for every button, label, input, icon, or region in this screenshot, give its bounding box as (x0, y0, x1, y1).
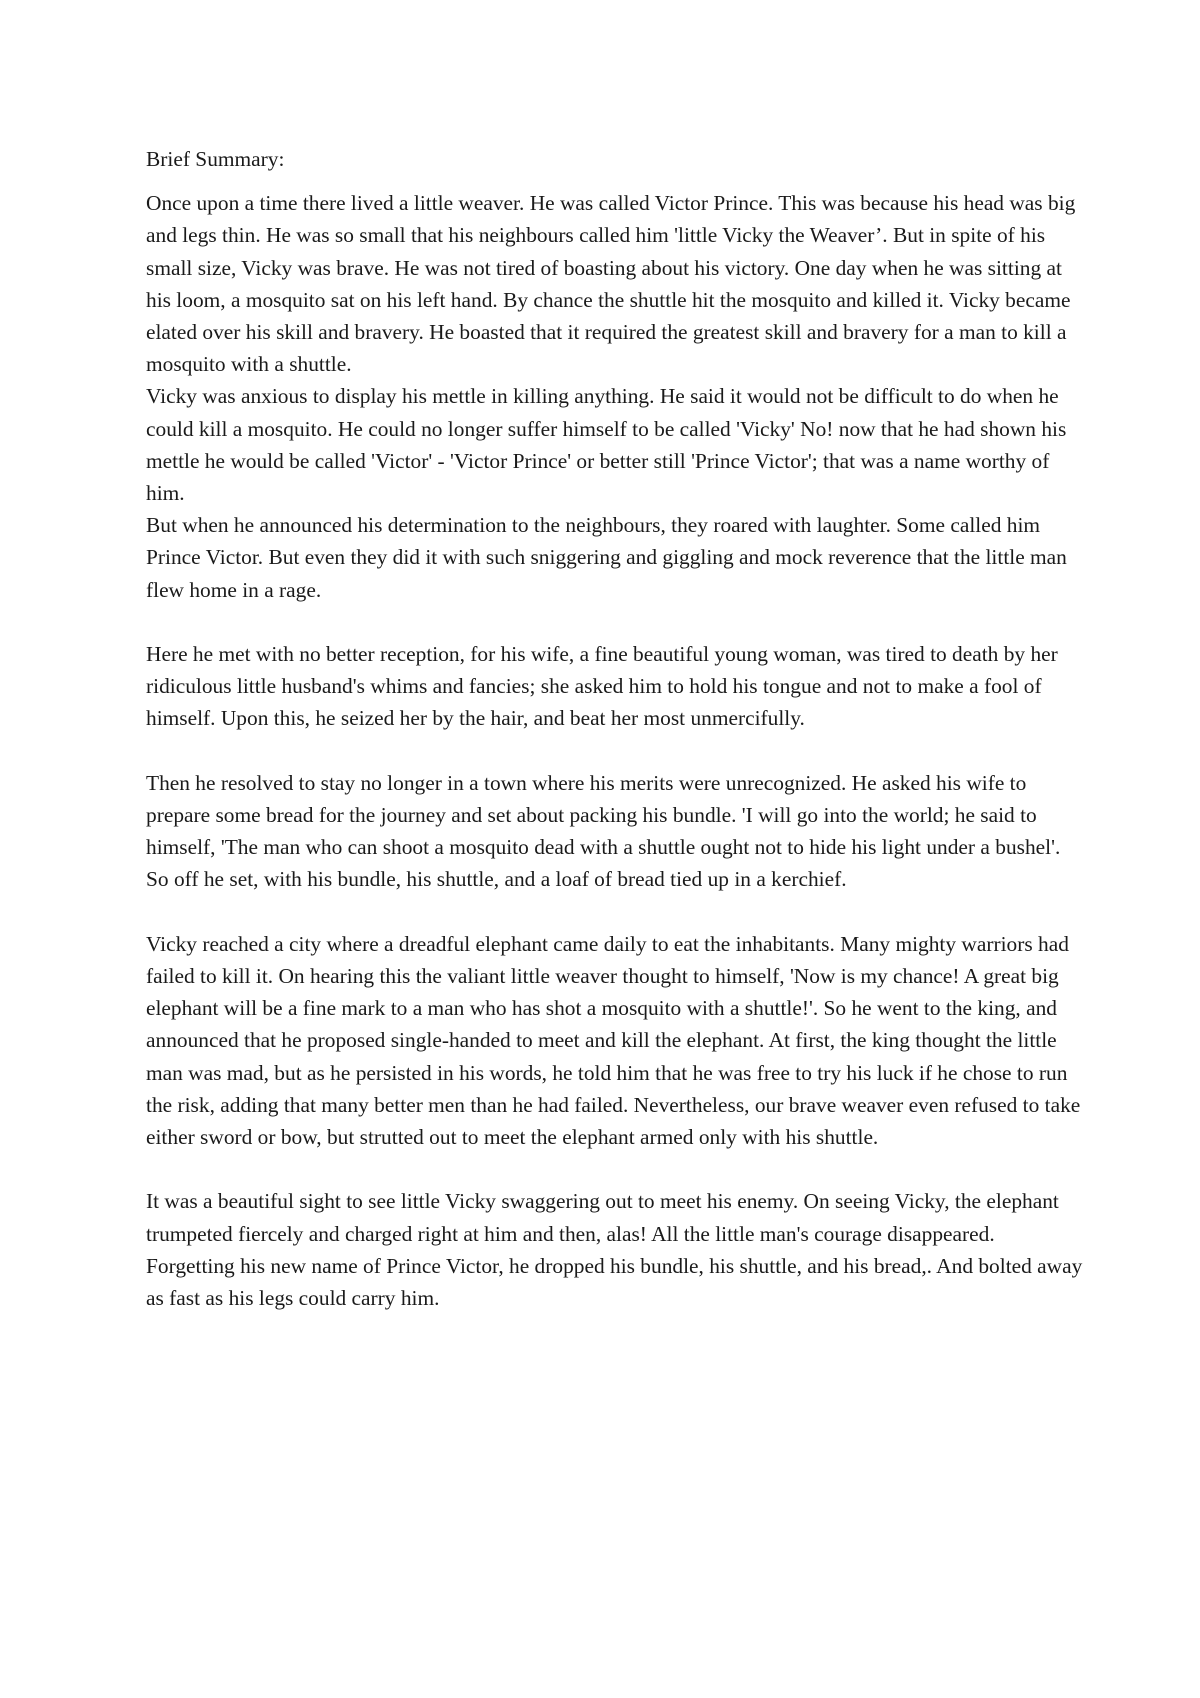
paragraph-spacer (146, 1153, 1086, 1185)
paragraph-spacer (146, 606, 1086, 638)
paragraph-3: But when he announced his determination to the neighbours, they roared with laughter. Some called him Prince Victor. But even they did it with such sniggering and giggling and mock reverence that the little man flew home in a rage. (146, 513, 1067, 602)
paragraph-4: Here he met with no better reception, for his wife, a fine beautiful young woman, was tired to death by her ridiculous little husband's whims and fancies; she asked him to hold his tongue and not to make a fool of himself. Upon this, he seized her by the hair, and beat her most unmercifully. (146, 642, 1058, 731)
paragraph-spacer (146, 735, 1086, 767)
paragraph-1: Once upon a time there lived a little weaver. He was called Victor Prince. This was because his head was big and legs thin. He was so small that his neighbours called him 'little Vicky the Weaver’. But in spite of his small size, Vicky was brave. He was not tired of boasting about his victory. One day when he was sitting at his loom, a mosquito sat on his left hand. By chance the shuttle hit the mosquito and killed it. Vicky became elated over his skill and bravery. He boasted that it required the greatest skill and bravery for a man to kill a mosquito with a shuttle. (146, 191, 1076, 377)
paragraph-5: Then he resolved to stay no longer in a town where his merits were unrecognized. He asked his wife to prepare some bread for the journey and set about packing his bundle. 'I will go into the world; he said to himself, 'The man who can shoot a mosquito dead with a shuttle ought not to hide his light under a bushel'. So off he set, with his bundle, his shuttle, and a loaf of bread tied up in a kerchief. (146, 770, 1061, 892)
document-body (146, 143, 1086, 1314)
paragraph-spacer (146, 896, 1086, 928)
paragraph-6: Vicky reached a city where a dreadful elephant came daily to eat the inhabitants. Many mighty warriors had failed to kill it. On hearing this the valiant little weaver thought to himself, 'Now is my chance! A great big elephant will be a fine mark to a man who has shot a mosquito with a shuttle!'. So he went to the king, and announced that he proposed single-handed to meet and kill the elephant. At first, the king thought the little man was mad, but as he persisted in his words, he told him that he was free to try his luck if he chose to run the risk, adding that many better men than he had failed. Nevertheless, our brave weaver even refused to take either sword or bow, but strutted out to meet the elephant armed only with his shuttle. (146, 931, 1081, 1150)
paragraph-2: Vicky was anxious to display his mettle in killing anything. He said it would not be difficult to do when he could kill a mosquito. He could no longer suffer himself to be called 'Vicky' No! now that he had shown his mettle he would be called 'Victor' - 'Victor Prince' or better still 'Prince Victor'; that was a name worthy of him. (146, 384, 1067, 506)
document-heading: Brief Summary: (146, 147, 285, 171)
paragraph-7: It was a beautiful sight to see little Vicky swaggering out to meet his enemy. On seeing Vicky, the elephant trumpeted fiercely and charged right at him and then, alas! All the little man's courage disappeared. Forgetting his new name of Prince Victor, he dropped his bundle, his shuttle, and his bread,. And bolted away as fast as his legs could carry him. (146, 1189, 1083, 1311)
